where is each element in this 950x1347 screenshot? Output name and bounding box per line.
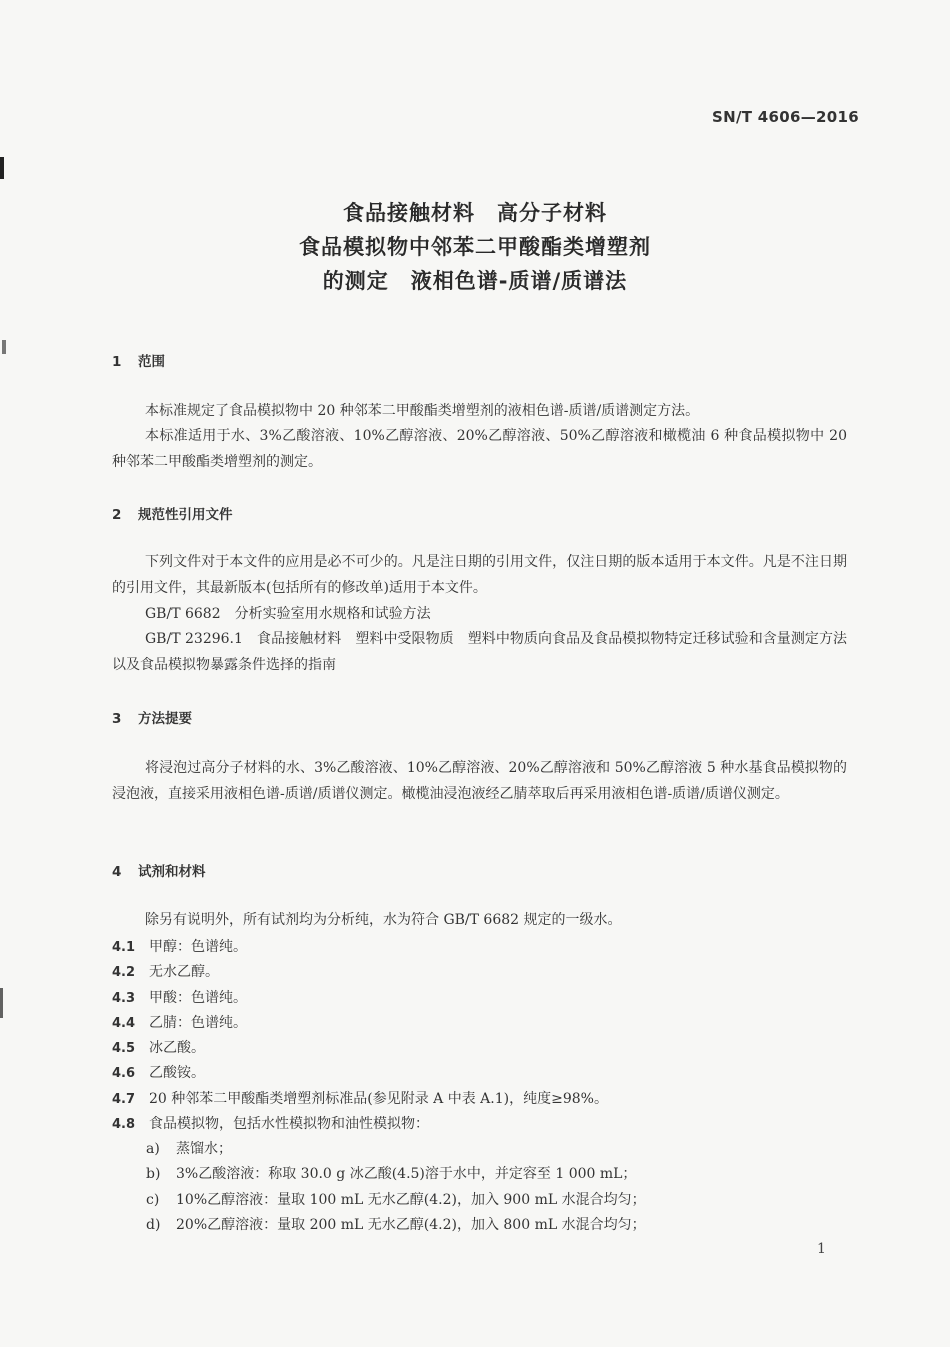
scan-mark — [0, 988, 3, 1018]
scan-mark — [0, 157, 4, 179]
paragraph: 本标准适用于水、3%乙酸溶液、10%乙醇溶液、20%乙醇溶液、50%乙醇溶液和橄榄油 6 种食品模拟物中 20 种邻苯二甲酸酯类增塑剂的测定。 — [112, 428, 847, 470]
sub-item-d: d) 20%乙醇溶液：量取 200 mL 无水乙醇(4.2)，加入 800 mL 水混合均匀； — [146, 1217, 646, 1233]
reference-gbt-6682: GB/T 6682 分析实验室用水规格和试验方法 — [145, 606, 431, 622]
sub-item-c: c) 10%乙醇溶液：量取 100 mL 无水乙醇(4.2)，加入 900 mL 水混合均匀； — [146, 1192, 646, 1208]
list-item-4-7: 4.7 20 种邻苯二甲酸酯类增塑剂标准品(参见附录 A 中表 A.1)，纯度≥98%。 — [112, 1091, 608, 1107]
section-number: 2 — [112, 507, 122, 523]
paragraph: 下列文件对于本文件的应用是必不可少的。凡是注日期的引用文件，仅注日期的版本适用于本文件。凡是不注日期的引用文件，其最新版本(包括所有的修改单)适用于本文件。 — [112, 554, 847, 596]
section-number: 1 — [112, 354, 122, 370]
section-heading-1 — [112, 350, 165, 370]
list-item-4-2: 4.2 无水乙醇。 — [112, 964, 219, 980]
section-title: 方法提要 — [138, 711, 192, 727]
page-number: 1 — [817, 1241, 826, 1257]
section-heading-3 — [112, 707, 192, 727]
document-title-line-1: 食品接触材料 高分子材料 — [343, 201, 607, 225]
scan-mark — [2, 340, 6, 354]
section-title: 规范性引用文件 — [138, 507, 233, 523]
list-item-4-5: 4.5 冰乙酸。 — [112, 1040, 205, 1056]
section-number: 4 — [112, 864, 122, 880]
list-item-4-6: 4.6 乙酸铵。 — [112, 1065, 205, 1081]
standard-code: SN/T 4606—2016 — [712, 108, 859, 126]
section-number: 3 — [112, 711, 122, 727]
list-item-4-3: 4.3 甲酸：色谱纯。 — [112, 990, 247, 1006]
section-heading-4 — [112, 860, 206, 880]
list-item-4-1: 4.1 甲醇：色谱纯。 — [112, 939, 247, 955]
list-item-4-4: 4.4 乙腈：色谱纯。 — [112, 1015, 247, 1031]
sub-item-a: a) 蒸馏水； — [146, 1141, 232, 1157]
sub-item-b: b) 3%乙酸溶液：称取 30.0 g 冰乙酸(4.5)溶于水中，并定容至 1 000 mL； — [146, 1166, 637, 1182]
paragraph: 本标准规定了食品模拟物中 20 种邻苯二甲酸酯类增塑剂的液相色谱-质谱/质谱测定方法。 — [145, 403, 700, 419]
section-title: 试剂和材料 — [138, 864, 206, 880]
paragraph: 将浸泡过高分子材料的水、3%乙酸溶液、10%乙醇溶液、20%乙醇溶液和 50%乙醇溶液 5 种水基食品模拟物的浸泡液，直接采用液相色谱-质谱/质谱仪测定。橄榄油浸泡液经乙腈萃取后再采用液相色谱-质谱/质谱仪测定。 — [112, 760, 847, 802]
section-heading-2 — [112, 503, 233, 523]
document-title-line-2: 食品模拟物中邻苯二甲酸酯类增塑剂 — [299, 235, 651, 259]
section-title: 范围 — [138, 354, 165, 370]
document-title-line-3: 的测定 液相色谱-质谱/质谱法 — [322, 269, 628, 293]
reference-gbt-23296-1: GB/T 23296.1 食品接触材料 塑料中受限物质 塑料中物质向食品及食品模拟物特定迁移试验和含量测定方法以及食品模拟物暴露条件选择的指南 — [112, 631, 847, 673]
paragraph: 除另有说明外，所有试剂均为分析纯，水为符合 GB/T 6682 规定的一级水。 — [145, 912, 622, 928]
list-item-4-8: 4.8 食品模拟物，包括水性模拟物和油性模拟物： — [112, 1116, 429, 1132]
